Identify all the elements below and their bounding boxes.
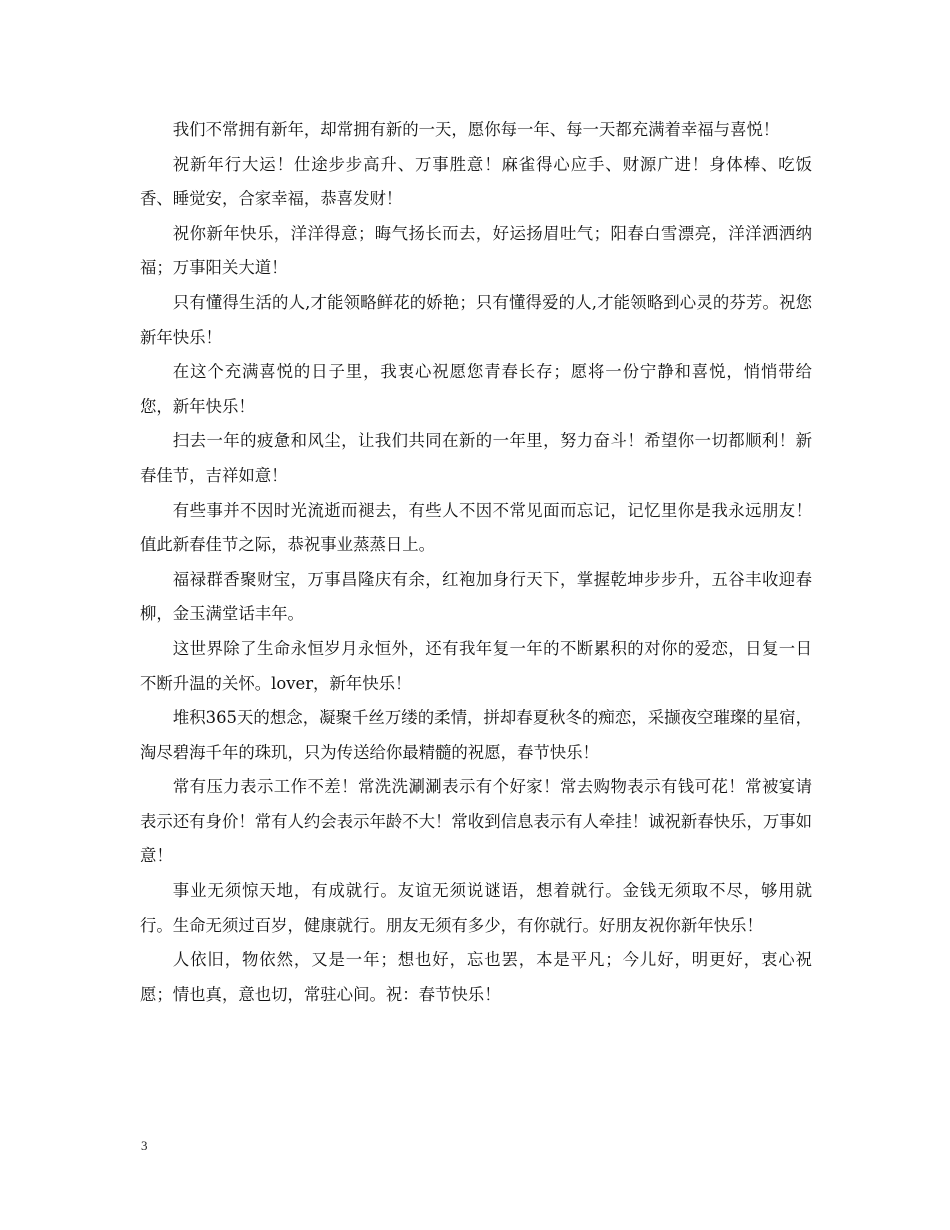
paragraph: 有些事并不因时光流逝而褪去，有些人不因不常见面而忘记，记忆里你是我永远朋友！值此新春佳节之际，恭祝事业蒸蒸日上。: [140, 500, 812, 555]
paragraph: 事业无须惊天地，有成就行。友谊无须说谜语，想着就行。金钱无须取不尽，够用就行。生命无须过百岁，健康就行。朋友无须有多少，有你就行。好朋友祝你新年快乐！: [140, 881, 812, 935]
paragraph: 这世界除了生命永恒岁月永恒外，还有我年复一年的不断累积的对你的爱恋，日复一日不断升温的关怀。lover，新年快乐！: [140, 638, 812, 693]
paragraph: 祝你新年快乐，洋洋得意；晦气扬长而去，好运扬眉吐气；阳春白雪漂亮，洋洋洒洒纳福；万事阳关大道！: [140, 223, 812, 278]
paragraph: 福禄群香聚财宝，万事昌隆庆有余，红袍加身行天下，掌握乾坤步步升，五谷丰收迎春柳，金玉满堂话丰年。: [140, 569, 812, 624]
paragraph: 常有压力表示工作不差！常洗洗涮涮表示有个好家！常去购物表示有钱可花！常被宴请表示还有身价！常有人约会表示年龄不大！常收到信息表示有人牵挂！诚祝新春快乐，万事如意！: [140, 777, 813, 866]
paragraph: 堆积365天的想念，凝聚千丝万缕的柔情，拼却春夏秋冬的痴恋，采撷夜空璀璨的星宿，淘尽碧海千年的珠玑，只为传送给你最精髓的祝愿，春节快乐！: [140, 708, 812, 762]
paragraph: 我们不常拥有新年，却常拥有新的一天，愿你每一年、每一天都充满着幸福与喜悦！: [172, 120, 780, 139]
paragraph: 人依旧，物依然，又是一年；想也好，忘也罢，本是平凡；今儿好，明更好，衷心祝愿；情也真，意也切，常驻心间。祝：春节快乐！: [140, 950, 812, 1004]
page-number: 3: [141, 1138, 148, 1153]
paragraph: 在这个充满喜悦的日子里，我衷心祝愿您青春长存；愿将一份宁静和喜悦，悄悄带给您，新年快乐！: [140, 362, 812, 416]
paragraph: 扫去一年的疲惫和风尘，让我们共同在新的一年里，努力奋斗！希望你一切都顺利！新春佳节，吉祥如意！: [140, 431, 812, 485]
document-body: [140, 113, 812, 1012]
paragraph: 祝新年行大运！仕途步步高升、万事胜意！麻雀得心应手、财源广进！身体棒、吃饭香、睡觉安，合家幸福，恭喜发财！: [140, 154, 812, 209]
paragraph: 只有懂得生活的人,才能领略鲜花的娇艳；只有懂得爱的人,才能领略到心灵的芬芳。祝您新年快乐！: [140, 292, 812, 347]
